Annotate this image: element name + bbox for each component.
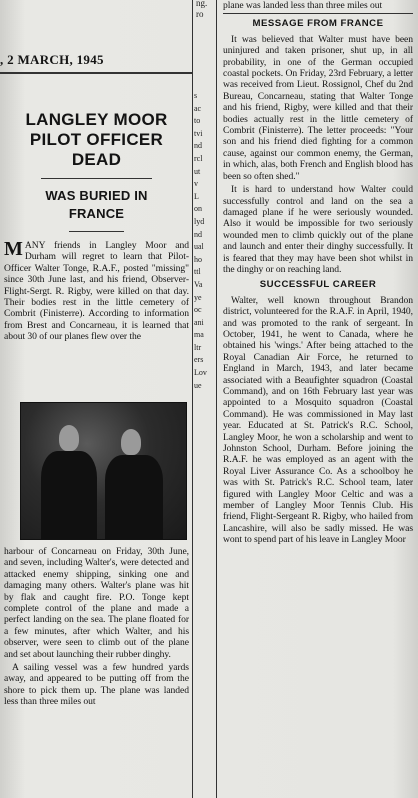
strip-fragment: ye <box>194 292 202 302</box>
photo-face-left <box>59 425 79 451</box>
right-paragraph-1: It was believed that Walter must have been uninjured and taken prisoner, shut up, in all probability, in one of the German occupied coastal pockets. On Friday, 23rd February, a letter was received from Lieut. Rossignol, Chef du 2nd Bureau, Concarneau, stating that Walter Tonge and his friend, Rigby, were killed and that their bodies actually rest in the little cemetery of Combrit (Finisterre). The letter proceeds: "Your son and his friend died fighting for a common cause, against our common enemy, the German, in which, alas, both French and English blood has been so often shed." <box>223 33 413 182</box>
strip-fragment: on <box>194 204 202 214</box>
strip-fragment: ual <box>194 242 204 252</box>
headline-rule <box>41 178 152 179</box>
date-text: , 2 MARCH, 1945 <box>0 52 104 67</box>
strip-fragment: ut <box>194 166 201 176</box>
right-paragraph-3: Walter, well known throughout Brandon district, volunteered for the R.A.F. in April, 1940, and was promoted to the rank of sergeant. In October, 1941, he went to Canada, where he obtained his 'wings.' After being attached to the Royal Canadian Air Force, he returned to England in March, 1943, and later became associated with a Beaufighter squadron (Coastal Command), and on 16th February last year was appointed to a Mosquito squadron (Coastal Command). He was commissioned in May last year. Educated at St. Patrick's R.C. School, Langley Moor, he won a scholarship and went to Johnston School, Durham. Before joining the R.A.F. he was employed as an agent with the Royal Liver Assurance Co. As a schoolboy he was with St. Patrick's R.C. School team, later figured with Langley Moor Celtic and was a member of Langley Moor Tennis Club. His friend, Flight-Sergeant R. Rigby, who hailed from Lancashire, will also be sadly missed. He was wont to spend part of his leave in Langley Moor <box>223 294 413 546</box>
strip-fragment: ani <box>194 317 204 327</box>
drop-cap: M <box>4 238 23 260</box>
right-paragraph-2: It is hard to understand how Walter could successfully control and land on the sea a damaged plane if he were seriously wounded. Also it would be impossible for two seriously wounded men to climb quickly out of the plane and launch and enter their dinghy successfully. It is feared that they may have been shot whilst in the dinghy or on reaching land. <box>223 184 413 275</box>
strip-fragment: s <box>194 91 198 100</box>
message-heading: MESSAGE FROM FRANCE <box>252 18 384 30</box>
strip-fragment: L <box>194 191 199 201</box>
strip-fragment: nd <box>194 141 202 151</box>
strip-fragment: lyd <box>194 216 205 226</box>
clipped-column-strip <box>194 90 214 590</box>
strip-fragment: to <box>194 116 201 126</box>
strip-fragment: tvi <box>194 128 203 138</box>
article-left-lower <box>4 546 189 710</box>
strip-fragment: ho <box>194 254 202 264</box>
strip-fragment: Va <box>194 279 203 289</box>
photo-face-right <box>121 429 141 455</box>
headline-line-2: PILOT OFFICER DEAD <box>29 130 164 169</box>
strip-fragment: oc <box>194 305 202 315</box>
right-top-rule <box>223 13 413 14</box>
subheadline-rule <box>69 231 125 232</box>
portrait-photo <box>20 402 187 540</box>
column-rule-right <box>216 0 217 798</box>
column-rule-left <box>192 0 193 798</box>
date-rule <box>0 72 192 74</box>
intro-paragraph <box>4 240 189 343</box>
strip-fragment: ma <box>194 330 204 340</box>
subheadline-line-2: FRANCE <box>68 206 125 221</box>
top-fragment: ng. ro <box>196 0 208 19</box>
career-heading: SUCCESSFUL CAREER <box>259 279 377 291</box>
strip-fragment: ers <box>194 355 204 365</box>
strip-fragment: nd <box>194 229 202 239</box>
left-lower-paragraph: harbour of Concarneau on Friday, 30th June, and seven, including Walter's, were detected and attacked enemy shipping, sinking one and damaging many others. Walter's plane was hit by flak and caught fire. P.O. Tonge kept complete control of the plane and made a perfect landing on the sea. The plane floated for a few minutes, after which Walter, and his observer, were seen to climb out of the plane and set about launching their rubber dinghy. <box>4 546 189 660</box>
strip-fragment: Lov <box>194 368 207 378</box>
strip-fragment: ue <box>194 380 202 390</box>
photo-body-right <box>105 455 163 539</box>
right-top-text: plane was landed less than three miles out <box>223 0 383 11</box>
article-left-column <box>4 110 189 343</box>
strip-fragment: ltr <box>194 342 202 352</box>
headline-line-1: LANGLEY MOOR <box>25 110 168 129</box>
photo-body-left <box>41 451 97 539</box>
strip-fragment: v <box>194 179 198 189</box>
strip-fragment: rcl <box>194 153 203 163</box>
subheadline-line-1: WAS BURIED IN <box>45 188 148 203</box>
strip-fragment: ttl <box>194 267 201 277</box>
left-lower-paragraph-2: A sailing vessel was a few hundred yards away, and appeared to be putting off from the shore to pick them up. The plane was landed less than three miles out <box>4 662 189 708</box>
article-right-column <box>223 0 413 548</box>
date-line <box>0 52 195 68</box>
intro-text: ANY friends in Langley Moor and Durham will regret to learn that Pilot-Officer Walter Tonge, R.A.F., posted "missing" since 30th June last, and his friend, Observer-Flight-Sergt. R. Rigby, were killed on that day. Their bodies rest in the little cemetery of Combrit (Finisterre). According to information from Brest and Concarneau, it is learned that about 30 of our planes flew over the <box>4 240 189 343</box>
strip-fragment: ac <box>194 103 202 113</box>
